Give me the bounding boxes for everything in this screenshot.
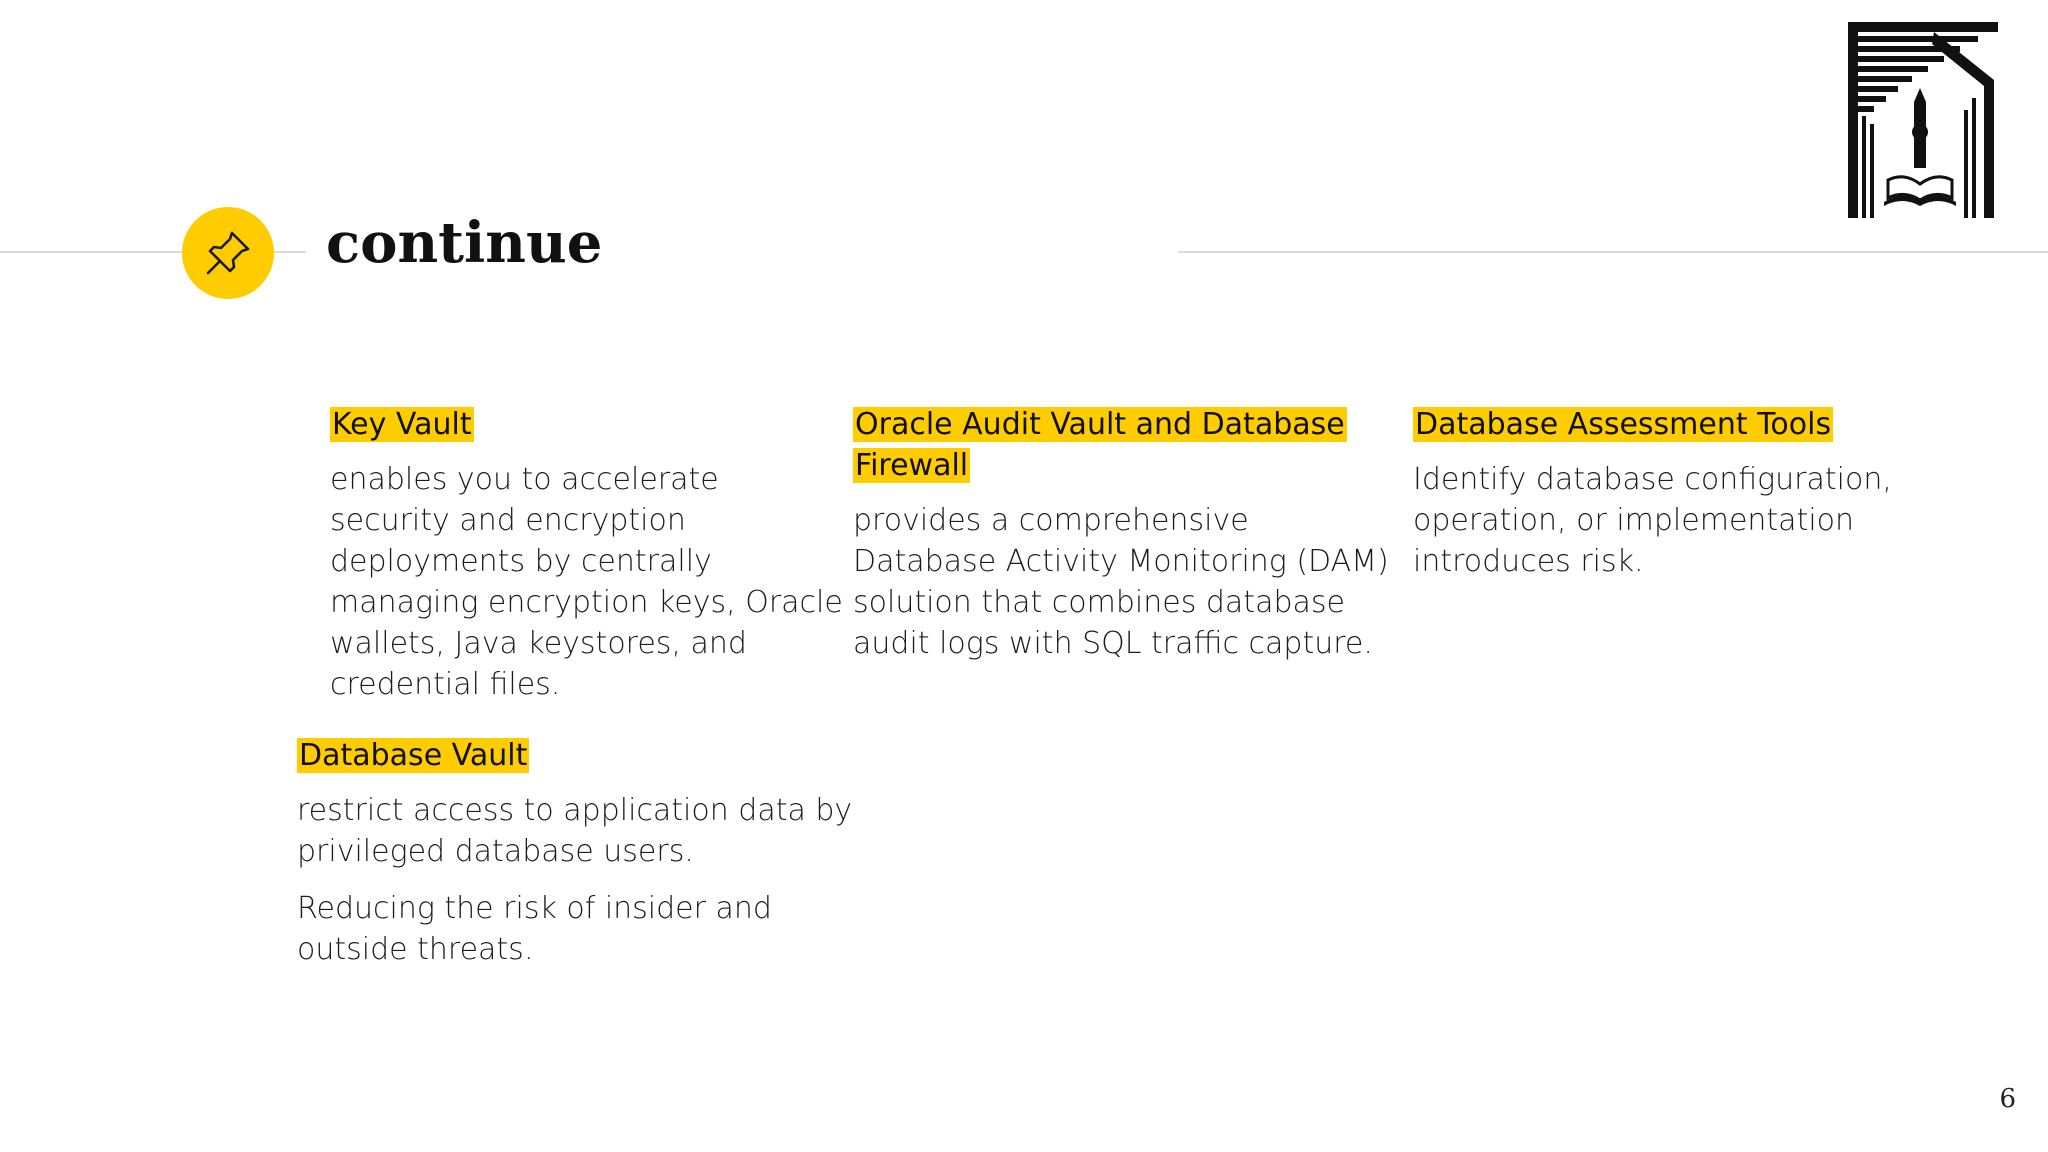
database-vault-benefit: Reducing the risk of insider and outside threats. [297, 891, 772, 967]
database-vault-heading: Database Vault [299, 738, 528, 773]
assessment-tools-block [1413, 404, 1933, 598]
page-number: 6 [1999, 1084, 2016, 1114]
key-vault-heading: Key Vault [332, 407, 472, 442]
university-logo [1846, 20, 2006, 240]
database-vault-block [297, 735, 867, 986]
header-divider-right [1178, 251, 2048, 253]
slide-title: continue [326, 210, 603, 276]
title-badge [182, 207, 274, 299]
audit-vault-description: provides a comprehensive Database Activity Monitoring (DAM) solution that combines database audit logs with SQL traffic capture. [853, 503, 1389, 661]
assessment-tools-description: Identify database configuration, operation, or implementation introduces risk. [1413, 462, 1892, 579]
key-vault-description: enables you to accelerate security and encryption deployments by centrally managing encryption keys, Oracle wallets, Java keystores, and credential files. [330, 462, 843, 702]
assessment-tools-heading: Database Assessment Tools [1415, 407, 1832, 442]
audit-vault-block [853, 404, 1393, 680]
database-vault-description: restrict access to application data by privileged database users. [297, 793, 853, 869]
audit-vault-heading: Oracle Audit Vault and Database Firewall [855, 407, 1345, 483]
key-vault-block [330, 404, 845, 721]
pushpin-icon [202, 227, 254, 279]
university-logo-icon [1846, 20, 2006, 240]
